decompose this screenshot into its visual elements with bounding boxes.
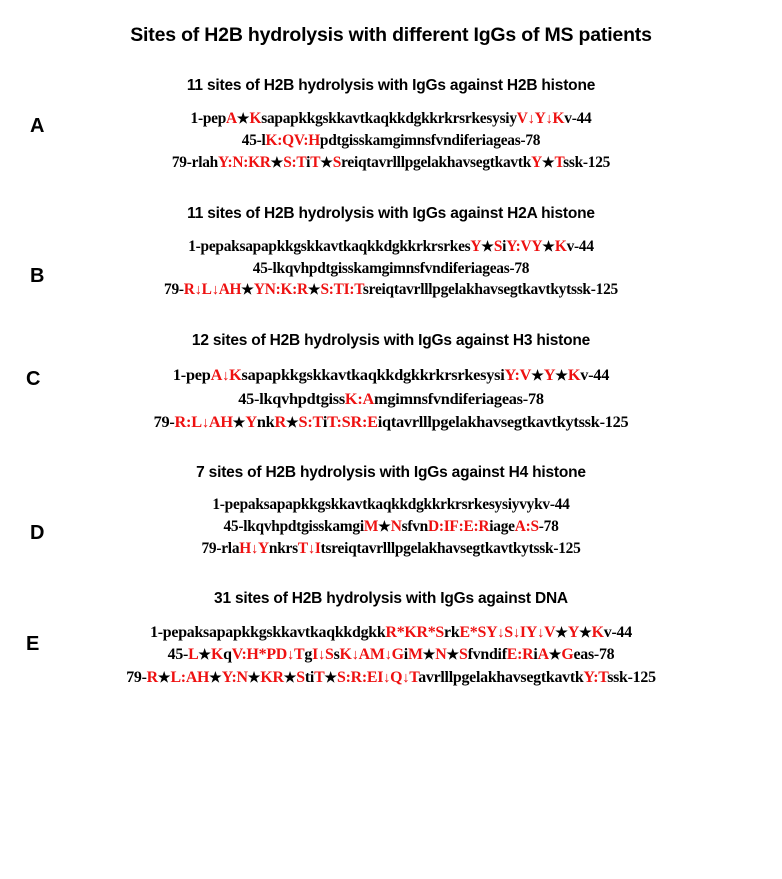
star-marker: ★ bbox=[422, 648, 436, 664]
sequence-text: 79-rlah bbox=[171, 153, 218, 171]
star-marker: ★ bbox=[548, 648, 562, 664]
down-arrow-marker: ↓ bbox=[211, 282, 219, 299]
sequence-text: q bbox=[223, 646, 232, 664]
star-marker: ★ bbox=[209, 670, 222, 686]
sequence-text: g bbox=[304, 646, 313, 664]
down-arrow-marker: ↓ bbox=[251, 540, 259, 557]
cleavage-residue: AM bbox=[358, 646, 385, 664]
sequence-line bbox=[0, 387, 782, 410]
star-marker: ★ bbox=[307, 283, 321, 299]
panel-title: 12 sites of H2B hydrolysis with IgGs against H3 histone bbox=[191, 332, 591, 350]
cleavage-residue: Y:N bbox=[221, 668, 248, 686]
sequence-line bbox=[0, 152, 782, 174]
sequence-line bbox=[0, 363, 782, 391]
cleavage-residue: T bbox=[554, 153, 564, 171]
panel-letter: D bbox=[30, 522, 45, 545]
sequence-text: 79-rla bbox=[201, 539, 240, 557]
cleavage-residue: T bbox=[409, 668, 419, 686]
cleavage-residue: R bbox=[274, 412, 286, 432]
sequence-text: ssk-125 bbox=[607, 668, 656, 686]
down-arrow-marker: ↓ bbox=[512, 624, 520, 641]
cleavage-residue: K bbox=[339, 646, 352, 664]
cleavage-residue: Y bbox=[470, 237, 482, 255]
cleavage-residue: M bbox=[363, 518, 379, 536]
sequence-text: 1-pepaksapapkkgskkavtkaqkkdgkk bbox=[150, 623, 386, 641]
sequence-text: i bbox=[502, 237, 507, 255]
cleavage-residue: E*SY bbox=[459, 623, 498, 641]
cleavage-residue: R*KR*S bbox=[385, 623, 445, 641]
sequence-text: nk bbox=[256, 412, 275, 432]
sequence-text: s bbox=[333, 646, 340, 664]
sequence-text: sreiqtavrlllpgelakhavsegtkavtkytssk-125 bbox=[362, 281, 618, 299]
panel-body bbox=[0, 108, 782, 174]
down-arrow-marker: ↓ bbox=[527, 111, 535, 127]
star-marker: ★ bbox=[270, 155, 284, 171]
sequence-text: v-44 bbox=[580, 365, 610, 385]
down-arrow-marker: ↓ bbox=[383, 669, 391, 686]
cleavage-residue: KR bbox=[260, 668, 284, 686]
cleavage-residue: Y bbox=[531, 153, 542, 171]
sequence-line bbox=[0, 410, 782, 434]
star-marker: ★ bbox=[555, 369, 568, 385]
cleavage-residue: S bbox=[459, 646, 468, 664]
cleavage-residue: S bbox=[325, 646, 334, 664]
cleavage-residue: H bbox=[239, 539, 252, 557]
sequence-text: 1-pepaksapapkkgskkavtkaqkkdgkkrkrsrkes bbox=[188, 237, 471, 255]
panel-letter: E bbox=[26, 632, 40, 655]
star-marker: ★ bbox=[555, 625, 568, 641]
sequence-text: i bbox=[322, 412, 328, 432]
sequence-line bbox=[0, 258, 782, 280]
cleavage-residue: Q bbox=[390, 668, 403, 686]
cleavage-residue: G bbox=[561, 646, 574, 664]
panel-body bbox=[0, 363, 782, 434]
down-arrow-marker: ↓ bbox=[222, 368, 230, 385]
star-marker: ★ bbox=[285, 416, 299, 432]
down-arrow-marker: ↓ bbox=[201, 415, 209, 432]
panel-e bbox=[0, 590, 782, 690]
star-marker: ★ bbox=[232, 416, 246, 432]
down-arrow-marker: ↓ bbox=[318, 647, 325, 664]
cleavage-residue: YN:K:R bbox=[253, 281, 308, 299]
panel-title: 31 sites of H2B hydrolysis with IgGs against DNA bbox=[214, 589, 568, 607]
cleavage-residue: K:QV:H bbox=[265, 131, 320, 149]
panel-title: 11 sites of H2B hydrolysis with IgGs against H2A histone bbox=[187, 204, 595, 222]
sequence-text: fvndif bbox=[467, 646, 507, 664]
panel-title: 11 sites of H2B hydrolysis with IgGs against H2B histone bbox=[186, 77, 596, 94]
cleavage-residue: L bbox=[188, 646, 199, 664]
down-arrow-marker: ↓ bbox=[307, 540, 315, 557]
cleavage-residue: Y bbox=[534, 110, 546, 127]
panel-title: 7 sites of H2B hydrolysis with IgGs against H4 histone bbox=[196, 464, 586, 482]
sequence-text: 1-pep bbox=[190, 110, 227, 127]
cleavage-residue: G bbox=[391, 646, 404, 664]
cleavage-residue: S:TI:T bbox=[320, 281, 363, 299]
cleavage-residue: Y:V bbox=[504, 365, 532, 385]
cleavage-residue: S:T bbox=[283, 153, 307, 171]
cleavage-residue: Y bbox=[245, 412, 257, 432]
sequence-text: -78 bbox=[538, 518, 559, 536]
panel-a bbox=[0, 77, 782, 174]
star-marker: ★ bbox=[198, 648, 211, 664]
down-arrow-marker: ↓ bbox=[537, 624, 545, 641]
sequence-line bbox=[0, 108, 782, 130]
cleavage-residue: S bbox=[504, 623, 513, 641]
sequence-line bbox=[0, 516, 782, 538]
star-marker: ★ bbox=[481, 239, 494, 255]
sequence-line bbox=[0, 644, 782, 667]
panel-body bbox=[0, 236, 782, 302]
cleavage-residue: S bbox=[332, 153, 342, 171]
sequence-text: 45-l bbox=[241, 131, 266, 149]
cleavage-residue: S:T bbox=[298, 412, 323, 432]
cleavage-residue: I bbox=[312, 646, 318, 664]
star-marker: ★ bbox=[320, 155, 333, 171]
cleavage-residue: I bbox=[314, 539, 321, 557]
cleavage-residue: R:L bbox=[174, 412, 202, 432]
cleavage-residue: Y:VY bbox=[506, 237, 543, 255]
cleavage-residue: N bbox=[435, 646, 447, 664]
panel-b bbox=[0, 205, 782, 302]
cleavage-residue: A bbox=[537, 646, 549, 664]
sequence-line bbox=[0, 279, 782, 301]
down-arrow-marker: ↓ bbox=[402, 669, 410, 686]
panel-letter: B bbox=[30, 264, 45, 287]
sequence-text: 79- bbox=[153, 412, 175, 432]
cleavage-residue: L:AH bbox=[170, 668, 210, 686]
sequence-text: i bbox=[533, 646, 538, 664]
sequence-text: iqtavrlllpgelakhavsegtkavtkytssk-125 bbox=[377, 412, 629, 432]
sequence-text: 1-pep bbox=[172, 365, 211, 385]
cleavage-residue: Y:T bbox=[583, 668, 608, 686]
sequence-line bbox=[0, 622, 782, 645]
star-marker: ★ bbox=[283, 670, 297, 686]
sequence-text: sapapkkgskkavtkaqkkdgkkrkrsrkesysi bbox=[241, 365, 505, 385]
sequence-text: 45-lkqvhpdtgiss bbox=[238, 389, 345, 409]
sequence-text: sapapkkgskkavtkaqkkdgkkrkrsrkesysiy bbox=[261, 110, 517, 127]
cleavage-residue: K bbox=[554, 237, 567, 255]
star-marker: ★ bbox=[247, 670, 261, 686]
cleavage-residue: K bbox=[591, 623, 604, 641]
sequence-text: 45-lkqvhpdtgisskamgi bbox=[223, 518, 364, 536]
down-arrow-marker: ↓ bbox=[497, 624, 505, 641]
star-marker: ★ bbox=[324, 670, 337, 686]
cleavage-residue: R bbox=[183, 281, 195, 299]
panel-d bbox=[0, 464, 782, 560]
cleavage-residue: IY bbox=[519, 623, 538, 641]
cleavage-residue: A bbox=[210, 365, 223, 385]
panel-body bbox=[0, 622, 782, 690]
panel-letter: A bbox=[30, 115, 45, 137]
cleavage-residue: T bbox=[310, 153, 321, 171]
panel-list bbox=[0, 77, 782, 690]
cleavage-residue: V bbox=[544, 623, 556, 641]
sequence-text: rk bbox=[444, 623, 460, 641]
panel-c bbox=[0, 332, 782, 434]
star-marker: ★ bbox=[236, 112, 250, 127]
cleavage-residue: AH bbox=[218, 281, 242, 299]
cleavage-residue: Y bbox=[543, 365, 556, 385]
down-arrow-marker: ↓ bbox=[287, 647, 294, 664]
cleavage-residue: K bbox=[567, 365, 581, 385]
star-marker: ★ bbox=[241, 283, 254, 299]
cleavage-residue: S:R:EI bbox=[336, 668, 384, 686]
down-arrow-marker: ↓ bbox=[351, 647, 359, 664]
cleavage-residue: K bbox=[210, 646, 224, 664]
cleavage-residue: Y:N:KR bbox=[218, 153, 271, 171]
cleavage-residue: K bbox=[229, 365, 242, 385]
sequence-text: ssk-125 bbox=[563, 153, 611, 171]
down-arrow-marker: ↓ bbox=[194, 282, 202, 299]
sequence-text: iage bbox=[489, 518, 515, 536]
cleavage-residue: D:IF:E:R bbox=[427, 518, 490, 536]
star-marker: ★ bbox=[157, 670, 171, 686]
sequence-line bbox=[0, 538, 782, 560]
sequence-text: i bbox=[306, 153, 311, 171]
cleavage-residue: T bbox=[294, 646, 305, 664]
cleavage-residue: Y bbox=[258, 539, 269, 557]
cleavage-residue: A:S bbox=[514, 518, 539, 536]
sequence-line bbox=[0, 494, 782, 516]
star-marker: ★ bbox=[446, 648, 460, 664]
sequence-text: eas-78 bbox=[573, 646, 615, 664]
sequence-text: 45-lkqvhpdtgisskamgimnsfvndiferiageas-78 bbox=[252, 259, 530, 277]
cleavage-residue: R bbox=[146, 668, 158, 686]
star-marker: ★ bbox=[378, 520, 391, 536]
star-marker: ★ bbox=[531, 369, 544, 385]
cleavage-residue: V:H*PD bbox=[231, 646, 287, 664]
figure-title: Sites of H2B hydrolysis with different IgGs of MS patients bbox=[130, 24, 652, 46]
cleavage-residue: K bbox=[552, 110, 565, 127]
sequence-text: 45- bbox=[167, 646, 189, 664]
sequence-text: 79- bbox=[164, 281, 184, 299]
star-marker: ★ bbox=[542, 239, 555, 255]
sequence-text: avrlllpgelakhavsegtkavtk bbox=[418, 668, 584, 686]
sequence-text: tsreiqtavrlllpgelakhavsegtkavtkytssk-125 bbox=[320, 539, 581, 557]
sequence-text: v-44 bbox=[566, 237, 594, 255]
sequence-line bbox=[0, 667, 782, 690]
sequence-text: reiqtavrlllpgelakhavsegtkavtk bbox=[341, 153, 532, 171]
sequence-text: 79- bbox=[126, 668, 147, 686]
cleavage-residue: L bbox=[201, 281, 212, 299]
cleavage-residue: S bbox=[493, 237, 503, 255]
sequence-text: i bbox=[403, 646, 408, 664]
cleavage-residue: N bbox=[390, 518, 402, 536]
cleavage-residue: AH bbox=[208, 412, 233, 432]
cleavage-residue: T bbox=[314, 668, 325, 686]
cleavage-residue: A bbox=[226, 110, 237, 127]
cleavage-residue: K bbox=[249, 110, 262, 127]
sequence-text: ti bbox=[304, 668, 315, 686]
cleavage-residue: T bbox=[297, 539, 308, 557]
star-marker: ★ bbox=[541, 155, 555, 171]
cleavage-residue: K:A bbox=[344, 389, 375, 409]
sequence-text: v-44 bbox=[603, 623, 632, 641]
sequence-text: pdtgisskamgimnsfvndiferiageas-78 bbox=[319, 131, 541, 149]
sequence-text: 1-pepaksapapkkgskkavtkaqkkdgkkrkrsrkesysiyvykv-44 bbox=[212, 496, 570, 514]
sequence-line bbox=[0, 130, 782, 152]
sequence-line bbox=[0, 236, 782, 258]
sequence-text: mgimnsfvndiferiageas-78 bbox=[374, 389, 544, 409]
down-arrow-marker: ↓ bbox=[384, 647, 392, 664]
panel-letter: C bbox=[26, 368, 41, 391]
sequence-text: sfvn bbox=[401, 518, 428, 536]
cleavage-residue: Y bbox=[567, 623, 580, 641]
sequence-text: v-44 bbox=[564, 110, 592, 127]
cleavage-residue: M bbox=[407, 646, 423, 664]
cleavage-residue: S bbox=[296, 668, 305, 686]
cleavage-residue: E:R bbox=[506, 646, 534, 664]
cleavage-residue: V bbox=[516, 110, 528, 127]
down-arrow-marker: ↓ bbox=[545, 111, 553, 127]
panel-body bbox=[0, 494, 782, 560]
cleavage-residue: T:SR:E bbox=[327, 412, 378, 432]
sequence-text: nkrs bbox=[268, 539, 298, 557]
star-marker: ★ bbox=[579, 625, 592, 641]
